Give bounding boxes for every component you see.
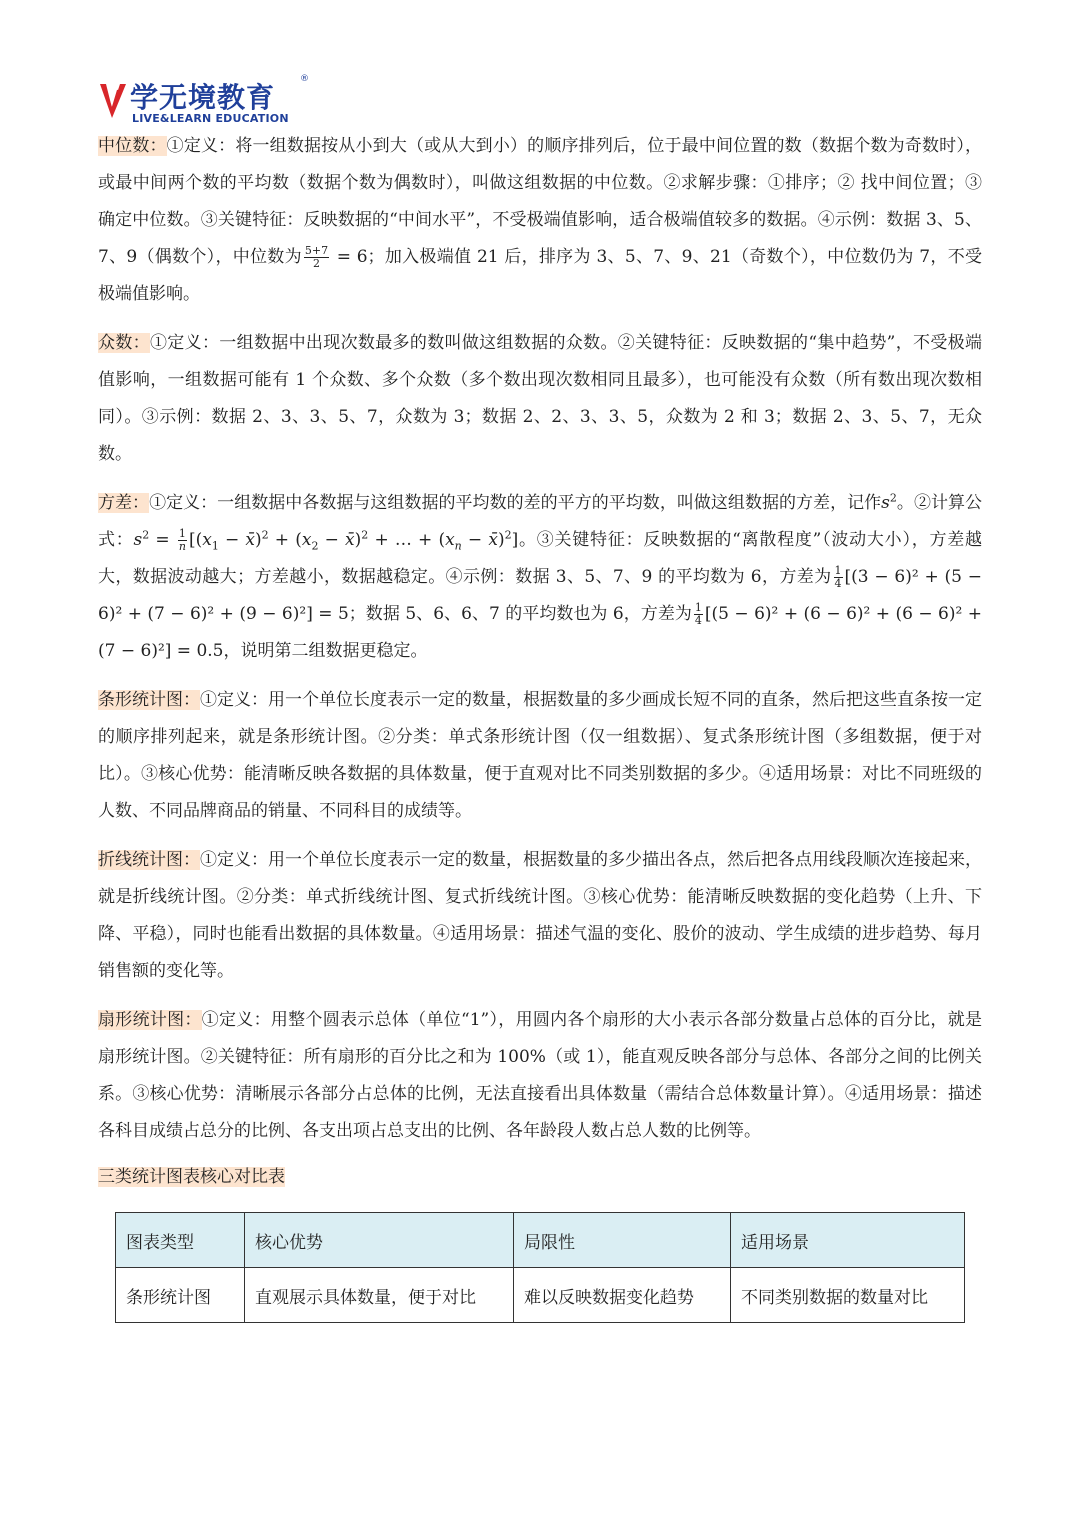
document-body [98, 128, 982, 1323]
variance-text-5: [(5 − 6)² + (6 − 6)² + (6 − 6)² + (7 − 6)²] = 0.5，说明第二组数据更稳定。 [98, 604, 982, 661]
table-header-row [116, 1213, 965, 1268]
line-chart-text: ①定义：用一个单位长度表示一定的数量，根据数量的多少描出各点，然后把各点用线段顺次连接起来，就是折线统计图。②分类：单式折线统计图、复式折线统计图。③核心优势：能清晰反映数据的变化趋势（上升、下降、平稳），同时也能看出数据的具体数量。④适用场景：描述气温的变化、股价的波动、学生成绩的进步趋势、每月销售额的变化等。 [98, 850, 982, 981]
formula-fraction: $\frac{1}{n}$ [178, 527, 186, 553]
table-title: 三类统计图表核心对比表 [98, 1167, 285, 1187]
median-fraction-denominator: 2 [313, 257, 320, 270]
variance-symbol: $s^2$ [881, 491, 897, 513]
header-cell: 局限性 [514, 1213, 731, 1268]
variance-label: 方差： [98, 493, 150, 513]
bar-chart-paragraph [98, 682, 982, 830]
header-cell: 核心优势 [245, 1213, 514, 1268]
variance-text-4: [(3 − 6)² + (5 − 6)² + (7 − 6)² + (9 − 6)²] = 5；数据 5、6、6、7 的平均数也为 6，方差为 [98, 567, 982, 624]
variance-text-3: 。③关键特征：反映数据的“离散程度”（波动大小），方差越大，数据波动越大；方差越小，数据越稳定。④示例：数据 3、5、7、9 的平均数为 6，方差为 [98, 530, 983, 587]
line-chart-label: 折线统计图： [98, 850, 200, 870]
comparison-table [115, 1212, 965, 1323]
bar-chart-label: 条形统计图： [98, 690, 200, 710]
header-cell: 适用场景 [731, 1213, 965, 1268]
median-fraction [304, 245, 329, 270]
bar-chart-text: ①定义：用一个单位长度表示一定的数量，根据数量的多少画成长短不同的直条，然后把这些直条按一定的顺序排列起来，就是条形统计图。②分类：单式条形统计图（仅一组数据）、复式条形统计图（多组数据，便于对比）。③核心优势：能清晰反映各数据的具体数量，便于直观对比不同类别数据的多少。④适用场景：对比不同班级的人数、不同品牌商品的销量、不同科目的成绩等。 [98, 690, 982, 821]
table-row [116, 1268, 965, 1323]
table-cell: 不同类别数据的数量对比 [731, 1268, 965, 1323]
median-text-2: = 6；加入极端值 21 后，排序为 3、5、7、9、21（奇数个），中位数仍为 7，不受极端值影响。 [98, 247, 982, 304]
variance-fraction-b: $\frac{1}{4}$ [694, 601, 702, 627]
brand-logo [98, 74, 338, 130]
brand-name-en: LIVE&LEARN EDUCATION [132, 112, 289, 125]
table-cell: 条形统计图 [116, 1268, 245, 1323]
brand-name-cn: 学无境教育 [130, 81, 276, 114]
variance-paragraph [98, 485, 982, 670]
median-label: 中位数： [98, 136, 167, 156]
mode-paragraph [98, 325, 982, 473]
header-cell: 图表类型 [116, 1213, 245, 1268]
table-cell: 直观展示具体数量，便于对比 [245, 1268, 514, 1323]
table-cell: 难以反映数据变化趋势 [514, 1268, 731, 1323]
variance-fraction-a: $\frac{1}{4}$ [834, 564, 842, 590]
pie-chart-text: ①定义：用整个圆表示总体（单位“1”），用圆内各个扇形的大小表示各部分数量占总体的百分比，就是扇形统计图。②关键特征：所有扇形的百分比之和为 100%（或 1），能直观反映各部分与总体、各部分之间的比例关系。③核心优势：清晰展示各部分占总体的比例，无法直接看出具体数量（需结合总体数量计算）。④适用场景：描述各科目成绩占总分的比例、各支出项占总支出的比例、各年龄段人数占总人数的比例等。 [98, 1010, 982, 1141]
pie-chart-label: 扇形统计图： [98, 1010, 202, 1030]
variance-text-1: ①定义：一组数据中各数据与这组数据的平均数的差的平方的平均数，叫做这组数据的方差，记作 [149, 493, 882, 513]
logo-mark-icon [98, 80, 128, 122]
registered-mark: ® [300, 74, 309, 84]
variance-formula: $s^2$ = $\frac{1}{n}$ [($x_1$ − x̄)$^2$ + ($x_2$ − x̄)$^2$ + … + ($x_n$ − x̄)$^2$] [133, 527, 519, 553]
line-chart-paragraph [98, 842, 982, 990]
median-text-1: ①定义：将一组数据按从小到大（或从大到小）的顺序排列后，位于最中间位置的数（数据个数为奇数时），或最中间两个数的平均数（数据个数为偶数时），叫做这组数据的中位数。②求解步骤：①排序；② 找中间位置；③ 确定中位数。③关键特征：反映数据的“中间水平”，不受极端值影响，适合极端值较多的数据。④示例：数据 3、5、7、9（偶数个），中位数为 [98, 136, 983, 267]
median-paragraph [98, 128, 982, 313]
variance-text-2: 。②计算公式： [98, 493, 983, 550]
pie-chart-paragraph [98, 1002, 982, 1150]
median-fraction-numerator: 5+7 [304, 244, 329, 257]
mode-label: 众数： [98, 333, 150, 353]
mode-text: ①定义：一组数据中出现次数最多的数叫做这组数据的众数。②关键特征：反映数据的“集中趋势”，不受极端值影响，一组数据可能有 1 个众数、多个众数（多个数出现次数相同且最多），也可能没有众数（所有数出现次数相同）。③示例：数据 2、3、3、5、7，众数为 3；数据 2、2、3、3、5，众数为 2 和 3；数据 2、3、5、7，无众数。 [98, 333, 982, 464]
